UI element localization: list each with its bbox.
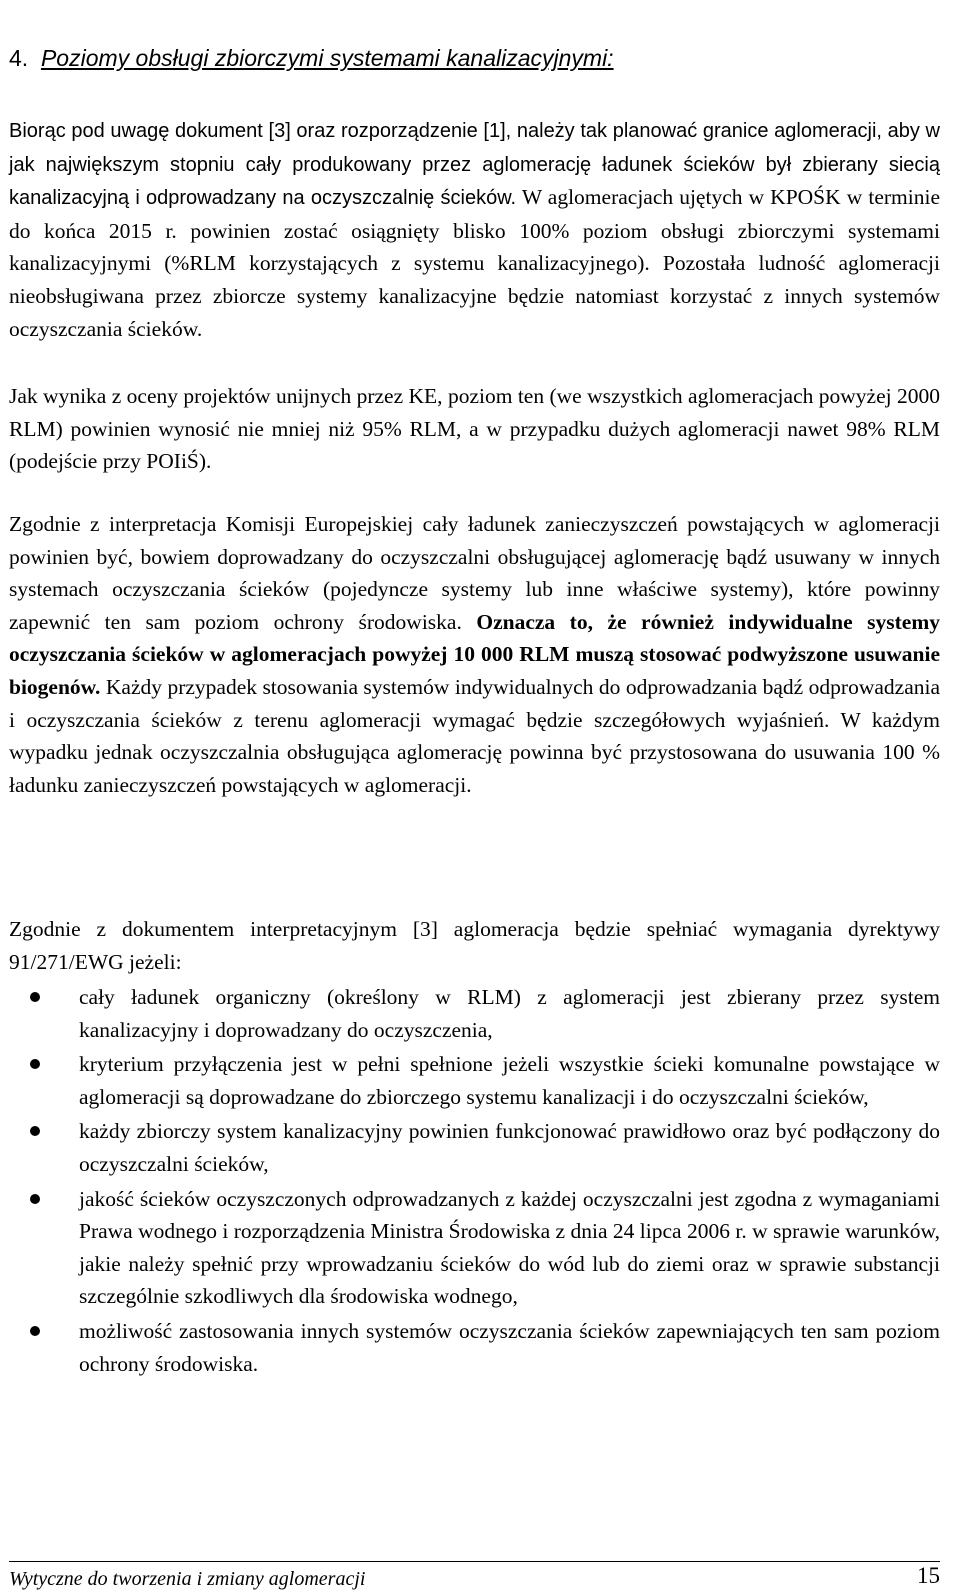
paragraph-emphasis: Oznacza to, że również indywidualne systemy oczyszczania ścieków w aglomeracjach powyżej 10 000 RLM muszą stosować podwyższone usuwanie biogenów. bbox=[9, 609, 941, 699]
bullet-icon bbox=[30, 1059, 40, 1069]
list-item-text: jakość ścieków oczyszczonych odprowadzanych z każdej oczyszczalni jest zgodna z wymaganiami Prawa wodnego i rozporządzenia Ministra Środowiska z dnia 24 lipca 2006 r. w sprawie warunków, jakie należy spełnić przy wprowadzaniu ścieków do wód lub do ziemi oraz w sprawie substancji szczególnie szkodliwych dla środowiska wodnego, bbox=[79, 1186, 940, 1309]
list-item-text: możliwość zastosowania innych systemów oczyszczania ścieków zapewniających ten sam poziom ochrony środowiska. bbox=[79, 1318, 940, 1376]
section-title: Poziomy obsługi zbiorczymi systemami kanalizacyjnymi: bbox=[40, 45, 614, 71]
list-item-text: każdy zbiorczy system kanalizacyjny powinien funkcjonować prawidłowo oraz być podłączony do oczyszczalni ścieków, bbox=[79, 1119, 940, 1176]
paragraph-requirements-intro: Zgodnie z dokumentem interpretacyjnym [3] aglomeracja będzie spełniać wymagania dyrektywy 91/271/EWG jeżeli: bbox=[9, 917, 940, 974]
section-number: 4. bbox=[9, 45, 29, 71]
paragraph-ke-interpretation bbox=[9, 508, 940, 801]
bullet-icon bbox=[30, 1126, 40, 1136]
bullet-icon bbox=[30, 1194, 40, 1204]
page-number: 15 bbox=[917, 1563, 940, 1588]
footer-divider bbox=[9, 1561, 940, 1562]
list-item bbox=[0, 1315, 940, 1380]
section-heading bbox=[9, 44, 939, 72]
list-item bbox=[0, 1183, 940, 1313]
requirements-list bbox=[0, 981, 940, 1382]
footer-title: Wytyczne do tworzenia i zmiany aglomeracji bbox=[9, 1568, 366, 1590]
list-item bbox=[0, 981, 940, 1046]
paragraph-intro bbox=[9, 114, 940, 345]
paragraph-ke-interpretation-text: Zgodnie z interpretacja Komisji Europejskiej cały ładunek zanieczyszczeń powstających w aglomeracji powinien być, bowiem doprowadzany do oczyszczalni obsługującej aglomerację bądź usuwany w innych systemach oczyszczania ścieków (pojedyncze systemy lub inne właściwe systemy), które powinny zapewnić ten sam poziom ochrony środowiska. bbox=[9, 512, 940, 634]
paragraph-ke-assessment: Jak wynika z oceny projektów unijnych przez KE, poziom ten (we wszystkich aglomeracjach powyżej 2000 RLM) powinien wynosić nie mniej niż 95% RLM, a w przypadku dużych aglomeracji nawet 98% RLM (podejście przy POIiŚ). bbox=[9, 384, 940, 474]
list-item-text: cały ładunek organiczny (określony w RLM) z aglomeracji jest zbierany przez system kanalizacyjny i doprowadzany do oczyszczenia, bbox=[79, 985, 940, 1042]
paragraph-intro-text-cont: W aglomeracjach ujętych w KPOŚK w terminie do końca 2015 r. powinien zostać osiągnięty blisko 100% poziom obsługi zbiorczymi systemami kanalizacyjnymi (%RLM korzystających z systemu kanalizacyjnego). Pozostała ludność aglomeracji nieobsługiwana przez zbiorcze systemy kanalizacyjne będzie natomiast korzystać z innych systemów oczyszczania ścieków. bbox=[9, 185, 940, 341]
bullet-icon bbox=[30, 992, 40, 1002]
paragraph-ke-interpretation-text-cont: Każdy przypadek stosowania systemów indywidualnych do odprowadzania bądź odprowadzania i oczyszczania ścieków z terenu aglomeracji wymagać będzie szczegółowych wyjaśnień. W każdym wypadku jednak oczyszczalnia obsługująca aglomerację powinna być przystosowana do usuwania 100 % ładunku zanieczyszczeń powstających w aglomeracji. bbox=[9, 674, 940, 797]
list-item bbox=[0, 1115, 940, 1180]
list-item-text: kryterium przyłączenia jest w pełni spełnione jeżeli wszystkie ścieki komunalne powstające w aglomeracji są doprowadzane do zbiorczego systemu kanalizacji i do oczyszczalni ścieków, bbox=[79, 1052, 940, 1109]
paragraph-intro-text: Biorąc pod uwagę dokument [3] oraz rozporządzenie [1], należy tak planować granice aglomeracji, aby w jak największym stopniu cały produkowany przez aglomerację ładunek ścieków był zbierany siecią kanalizacyjną i odprowadzany na oczyszczalnię ścieków. bbox=[9, 120, 940, 210]
list-item bbox=[0, 1048, 940, 1113]
bullet-icon bbox=[30, 1326, 40, 1336]
